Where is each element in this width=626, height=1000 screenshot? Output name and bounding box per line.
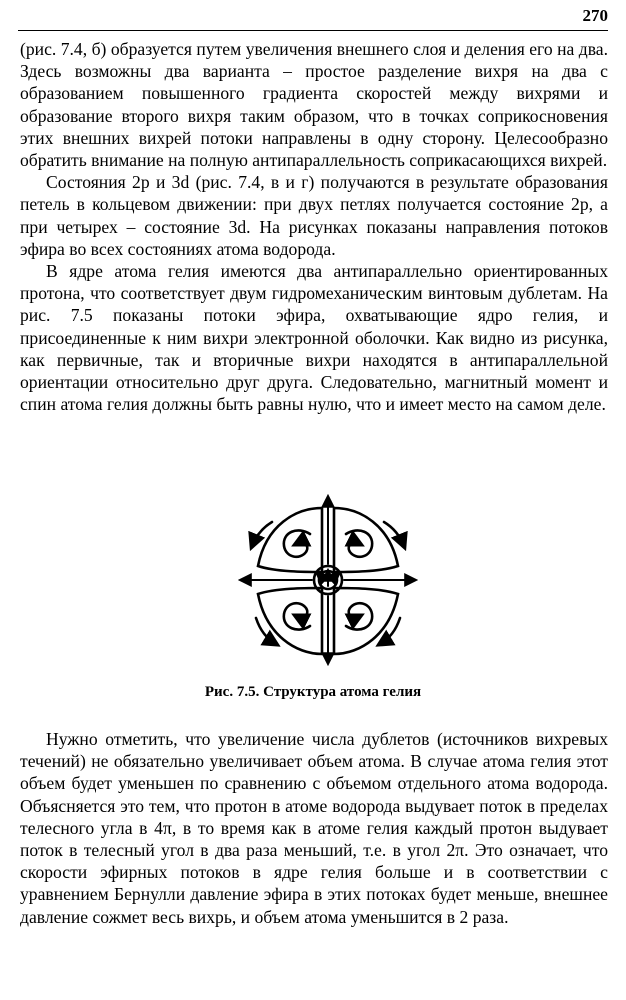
outer-lobe-top-right (334, 508, 398, 572)
outer-flow-arrow-bottom-left (256, 618, 276, 644)
paragraph-doublets-volume: Нужно отметить, что увеличение числа дублетов (источников вихревых течений) не обязательно увеличивает объем атома. В случае атома гелия этот объем будет уменьшен по сравнению с объемом отдельного атома водорода. Объясняется это тем, что протон в атоме водорода выдувает поток в пределах телесного угла в 4π, в то время как в атоме гелия каждый протон выдувает поток в телесный угол в два раза меньший, т.е. в угол 2π. Это означает, что скорости эфирных потоков в ядре гелия больше и в соответствии с уравнением Бернулли давление эфира в этих потоках будет меньше, внешнее давление сожмет весь вихрь, и объем атома уменьшится в 2 раза. (20, 729, 608, 927)
vortex-top-right (346, 530, 372, 556)
vortex-top-left (284, 530, 310, 556)
helium-atom-diagram (236, 490, 420, 670)
header-rule (18, 30, 608, 31)
outer-flow-arrow-bottom-right (380, 618, 400, 644)
outer-lobe-bottom-left (258, 588, 322, 654)
helium-atom-figure (236, 490, 420, 670)
paragraph-continuation: (рис. 7.4, б) образуется путем увеличения внешнего слоя и деления его на два. Здесь возможны два варианта – простое разделение вихря на два с образованием повышенного градиента скоростей между вихрями и образование второго вихря таким образом, что в точках соприкосновения этих внешних вихрей потоки направлены в одну сторону. Целесообразно обратить внимание на полную антипараллельность соприкасающихся вихрей. (20, 39, 608, 171)
paragraph-states-2p-3d: Состояния 2p и 3d (рис. 7.4, в и г) получаются в результате образования петель в кольцевом движении: при двух петлях получается состояние 2p, а при четырех – состояние 3d. На рисунках показаны направления потоков эфира во всех состояниях атома водорода. (20, 172, 608, 259)
figure-caption: Рис. 7.5. Структура атома гелия (204, 684, 422, 700)
text-block-top (20, 38, 608, 415)
outer-lobe-bottom-right (334, 588, 398, 654)
vortex-bottom-right (346, 603, 372, 629)
text-block-bottom (20, 728, 608, 928)
outer-lobe-top-left (258, 508, 322, 572)
vortex-bottom-left (284, 603, 310, 629)
paragraph-helium-nucleus: В ядре атома гелия имеются два антипараллельно ориентированных протона, что соответствует двум гидромеханическим винтовым дублетам. На рис. 7.5 показаны потоки эфира, охватывающие ядро гелия, и присоединенные к ним вихри электронной оболочки. Как видно из рисунка, как первичные, так и вторичные вихри находятся в антипараллельной ориентации относительно друг друга. Следовательно, магнитный момент и спин атома гелия должны быть равны нулю, что и имеет место на самом деле. (20, 261, 608, 415)
page-number: 270 (582, 6, 608, 25)
outer-flow-arrow-right (384, 522, 404, 546)
outer-flow-arrow-left (252, 522, 272, 546)
